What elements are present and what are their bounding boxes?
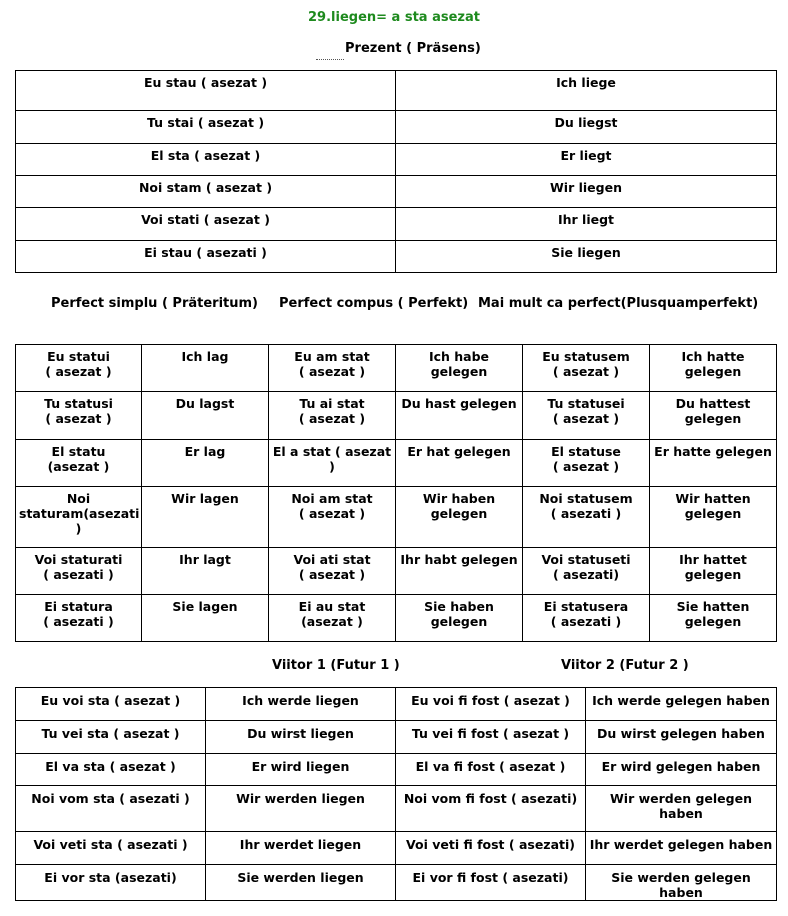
past-cell: Eu statui ( asezat ): [16, 345, 142, 392]
prezent-row: [16, 176, 777, 208]
past-cell: El statu (asezat ): [16, 440, 142, 487]
past-row: [16, 548, 777, 595]
future-cell: Tu vei sta ( asezat ): [16, 721, 206, 754]
future-row: [16, 721, 777, 754]
future-cell: Sie werden gelegen haben: [586, 865, 777, 901]
prezent-cell: Du liegst: [396, 111, 777, 144]
past-cell: Ei au stat (asezat ): [269, 595, 396, 642]
past-cell: Noi statusem ( asezati ): [523, 487, 650, 548]
future-cell: Tu vei fi fost ( asezat ): [396, 721, 586, 754]
prezent-cell: Voi stati ( asezat ): [16, 208, 396, 241]
future-cell: Eu voi sta ( asezat ): [16, 688, 206, 721]
future-cell: Eu voi fi fost ( asezat ): [396, 688, 586, 721]
past-cell: Tu statusei ( asezat ): [523, 392, 650, 440]
future-row: [16, 688, 777, 721]
future-cell: Ich werde liegen: [206, 688, 396, 721]
past-cell: Ei statusera ( asezati ): [523, 595, 650, 642]
past-cell: Tu statusi ( asezat ): [16, 392, 142, 440]
future-cell: Wir werden liegen: [206, 786, 396, 832]
past-cell: Sie lagen: [142, 595, 269, 642]
future-row: [16, 754, 777, 786]
past-cell: Voi ati stat ( asezat ): [269, 548, 396, 595]
prezent-row: [16, 71, 777, 111]
past-cell: Du hattest gelegen: [650, 392, 777, 440]
past-cell: Er hat gelegen: [396, 440, 523, 487]
prezent-heading: Prezent ( Präsens): [345, 41, 481, 56]
prezent-cell: Ich liege: [396, 71, 777, 111]
past-cell: Noi am stat ( asezat ): [269, 487, 396, 548]
past-cell: Ei statura ( asezati ): [16, 595, 142, 642]
future-heading-futur2: Viitor 2 (Futur 2 ): [561, 658, 689, 673]
past-row: [16, 440, 777, 487]
past-cell: Du lagst: [142, 392, 269, 440]
future-cell: Noi vom sta ( asezati ): [16, 786, 206, 832]
prezent-cell: Eu stau ( asezat ): [16, 71, 396, 111]
prezent-row: [16, 144, 777, 176]
past-cell: Ich lag: [142, 345, 269, 392]
past-heading-plusquamperfekt: Mai mult ca perfect(Plusquamperfekt): [478, 296, 759, 311]
prezent-cell: Sie liegen: [396, 241, 777, 273]
prezent-table: [15, 70, 777, 273]
future-row: [16, 865, 777, 901]
future-cell: Ei vor fi fost ( asezati): [396, 865, 586, 901]
past-cell: Ihr hattet gelegen: [650, 548, 777, 595]
future-heading-futur1: Viitor 1 (Futur 1 ): [272, 658, 400, 673]
past-cell: Ihr habt gelegen: [396, 548, 523, 595]
past-cell: Du hast gelegen: [396, 392, 523, 440]
past-cell: Tu ai stat ( asezat ): [269, 392, 396, 440]
past-tenses-table: [15, 344, 777, 642]
document-title: 29.liegen= a sta asezat: [308, 10, 480, 25]
future-cell: Ei vor sta (asezati): [16, 865, 206, 901]
future-cell: Er wird liegen: [206, 754, 396, 786]
prezent-cell: Wir liegen: [396, 176, 777, 208]
past-cell: Ich habe gelegen: [396, 345, 523, 392]
future-cell: El va sta ( asezat ): [16, 754, 206, 786]
past-cell: Voi staturati ( asezati ): [16, 548, 142, 595]
prezent-cell: Tu stai ( asezat ): [16, 111, 396, 144]
past-cell: Sie haben gelegen: [396, 595, 523, 642]
past-cell: Eu statusem ( asezat ): [523, 345, 650, 392]
past-row: [16, 392, 777, 440]
past-cell: Er hatte gelegen: [650, 440, 777, 487]
prezent-cell: Ihr liegt: [396, 208, 777, 241]
prezent-row: [16, 241, 777, 273]
future-cell: Wir werden gelegen haben: [586, 786, 777, 832]
past-cell: El a stat ( asezat ): [269, 440, 396, 487]
future-row: [16, 786, 777, 832]
prezent-row: [16, 111, 777, 144]
past-cell: Wir lagen: [142, 487, 269, 548]
future-cell: Voi veti fi fost ( asezati): [396, 832, 586, 865]
past-cell: Wir haben gelegen: [396, 487, 523, 548]
past-cell: Eu am stat ( asezat ): [269, 345, 396, 392]
past-row: [16, 345, 777, 392]
past-heading-preterit: Perfect simplu ( Präteritum): [51, 296, 258, 311]
prezent-cell: Noi stam ( asezat ): [16, 176, 396, 208]
past-cell: Sie hatten gelegen: [650, 595, 777, 642]
future-cell: Ihr werdet gelegen haben: [586, 832, 777, 865]
past-row: [16, 487, 777, 548]
past-heading-perfekt: Perfect compus ( Perfekt): [279, 296, 469, 311]
future-cell: Du wirst gelegen haben: [586, 721, 777, 754]
past-cell: Er lag: [142, 440, 269, 487]
future-cell: El va fi fost ( asezat ): [396, 754, 586, 786]
future-tenses-table: [15, 687, 777, 901]
future-row: [16, 832, 777, 865]
future-cell: Voi veti sta ( asezati ): [16, 832, 206, 865]
past-cell: Wir hatten gelegen: [650, 487, 777, 548]
future-cell: Du wirst liegen: [206, 721, 396, 754]
spellcheck-underline: [316, 55, 344, 60]
future-cell: Sie werden liegen: [206, 865, 396, 901]
future-cell: Er wird gelegen haben: [586, 754, 777, 786]
past-cell: El statuse ( asezat ): [523, 440, 650, 487]
prezent-cell: Er liegt: [396, 144, 777, 176]
prezent-cell: Ei stau ( asezati ): [16, 241, 396, 273]
past-row: [16, 595, 777, 642]
future-cell: Ich werde gelegen haben: [586, 688, 777, 721]
past-cell: Noi staturam(asezati ): [16, 487, 142, 548]
past-cell: Ich hatte gelegen: [650, 345, 777, 392]
prezent-cell: El sta ( asezat ): [16, 144, 396, 176]
future-cell: Noi vom fi fost ( asezati): [396, 786, 586, 832]
future-cell: Ihr werdet liegen: [206, 832, 396, 865]
past-cell: Ihr lagt: [142, 548, 269, 595]
past-cell: Voi statuseti ( asezati): [523, 548, 650, 595]
prezent-row: [16, 208, 777, 241]
